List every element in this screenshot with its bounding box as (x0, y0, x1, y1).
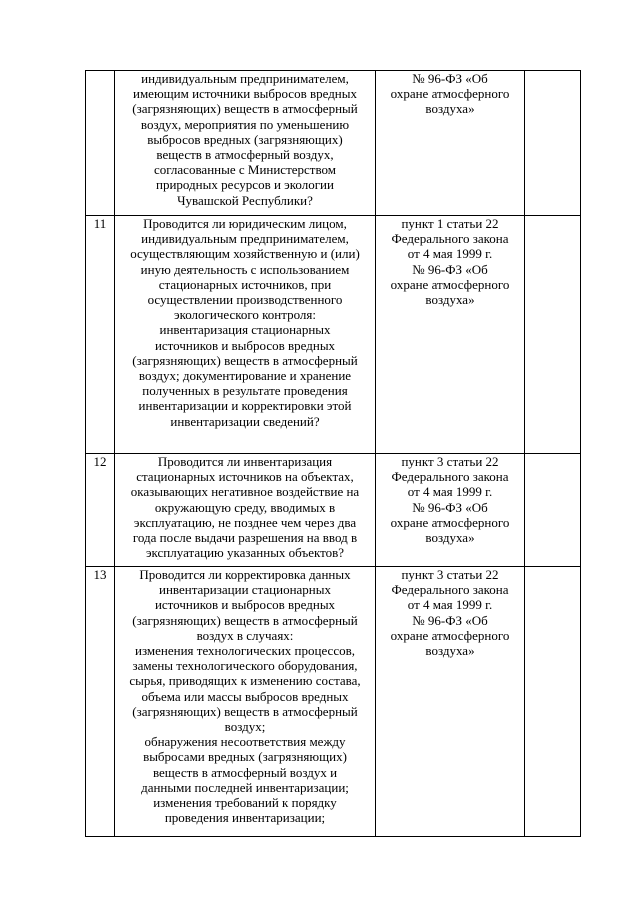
text-line: охране атмосферного (390, 276, 510, 292)
text-line: замены технологического оборудования, (132, 658, 358, 674)
legal-reference-cell (376, 454, 525, 567)
question-cell (115, 567, 376, 837)
text-line: инвентаризации стационарных (158, 582, 331, 598)
text-line: осуществлении производственного (147, 292, 343, 308)
table-row (86, 567, 581, 837)
text-line: источников и выбросов вредных (154, 597, 336, 613)
text-line: (загрязняющих) веществ в атмосферный (132, 101, 358, 117)
legal-reference-cell (376, 71, 525, 216)
text-line: воздуха» (425, 101, 475, 117)
text-line: воздух; (224, 719, 266, 735)
row-number: 13 (86, 567, 115, 837)
text-line: окружающую среду, вводимых в (154, 499, 336, 515)
text-line: от 4 мая 1999 г. (407, 484, 493, 500)
text-line: № 96-ФЗ «Об (412, 499, 488, 515)
row-number: 12 (86, 454, 115, 567)
question-cell (115, 71, 376, 216)
text-line: охране атмосферного (390, 627, 510, 643)
text-line: веществ в атмосферный воздух и (152, 764, 338, 780)
text-line: охране атмосферного (390, 514, 510, 530)
text-line: воздуха» (425, 292, 475, 308)
answer-cell (525, 216, 581, 454)
text-line: инвентаризации сведений? (170, 413, 320, 429)
checklist-table (85, 70, 581, 837)
text-line: (загрязняющих) веществ в атмосферный (132, 703, 358, 719)
text-line: пункт 1 статьи 22 (401, 216, 499, 231)
text-line: Проводится ли инвентаризация (157, 454, 333, 469)
table-row (86, 454, 581, 567)
text-line: веществ в атмосферный воздух, (156, 147, 334, 163)
text-line: Проводится ли юридическим лицом, (143, 216, 347, 231)
answer-cell (525, 71, 581, 216)
answer-cell (525, 567, 581, 837)
text-line: выбросами вредных (загрязняющих) (143, 749, 347, 765)
text-line: эксплуатацию, не позднее чем через два (133, 514, 357, 530)
text-line: эксплуатацию указанных объектов? (145, 545, 345, 561)
text-line: воздух; документирование и хранение (138, 368, 352, 384)
text-line: пункт 3 статьи 22 (401, 454, 499, 469)
table-row (86, 71, 581, 216)
text-line: оказывающих негативное воздействие на (130, 484, 360, 500)
text-line: Чувашской Республики? (177, 192, 313, 208)
text-line: инвентаризация стационарных (159, 322, 331, 338)
text-line: № 96-ФЗ «Об (412, 71, 488, 86)
text-line: стационарных источников, при (158, 276, 332, 292)
table-row (86, 216, 581, 454)
text-line: воздуха» (425, 530, 475, 546)
text-line: осуществляющим хозяйственную и (или) (130, 246, 360, 262)
text-line: (загрязняющих) веществ в атмосферный (132, 352, 358, 368)
text-line: воздух в случаях: (196, 627, 294, 643)
text-line: проведения инвентаризации; (164, 810, 326, 826)
text-line: пункт 3 статьи 22 (401, 567, 499, 582)
row-number: 11 (86, 216, 115, 454)
text-line: выбросов вредных (загрязняющих) (147, 131, 343, 147)
text-line: инвентаризации и корректировки этой (138, 398, 352, 414)
row-number (86, 71, 115, 216)
text-line: воздуха» (425, 643, 475, 659)
text-line: полученных в результате проведения (142, 383, 348, 399)
text-line: (загрязняющих) веществ в атмосферный (132, 612, 358, 628)
text-line: № 96-ФЗ «Об (412, 261, 488, 277)
question-cell (115, 454, 376, 567)
text-line: экологического контроля: (173, 307, 317, 323)
text-line: охране атмосферного (390, 86, 510, 102)
question-cell (115, 216, 376, 454)
text-line: данными последней инвентаризации; (141, 779, 349, 795)
text-line: года после выдачи разрешения на ввод в (132, 530, 358, 546)
text-line: обнаружения несоответствия между (144, 734, 346, 750)
legal-reference-cell (376, 567, 525, 837)
text-line: индивидуальным предпринимателем, (141, 231, 349, 247)
text-line: иную деятельность с использованием (140, 261, 350, 277)
legal-reference-cell (376, 216, 525, 454)
text-line: имеющим источники выбросов вредных (133, 86, 357, 102)
text-line: от 4 мая 1999 г. (407, 246, 493, 262)
text-line: воздух, мероприятия по уменьшению (140, 116, 350, 132)
text-line: индивидуальным предпринимателем, (141, 71, 349, 86)
text-line: Федерального закона (391, 469, 509, 485)
text-line: согласованные с Министерством (153, 162, 337, 178)
answer-cell (525, 454, 581, 567)
text-line: Федерального закона (391, 582, 509, 598)
text-line: источников и выбросов вредных (154, 337, 336, 353)
text-line: изменения требований к порядку (153, 795, 337, 811)
text-line: № 96-ФЗ «Об (412, 612, 488, 628)
text-line: от 4 мая 1999 г. (407, 597, 493, 613)
text-line: природных ресурсов и экологии (156, 177, 334, 193)
text-line: Проводится ли корректировка данных (139, 567, 351, 582)
text-line: объема или массы выбросов вредных (141, 688, 349, 704)
text-line: сырья, приводящих к изменению состава, (129, 673, 361, 689)
text-line: стационарных источников на объектах, (136, 469, 354, 485)
text-line: изменения технологических процессов, (135, 643, 355, 659)
text-line: Федерального закона (391, 231, 509, 247)
